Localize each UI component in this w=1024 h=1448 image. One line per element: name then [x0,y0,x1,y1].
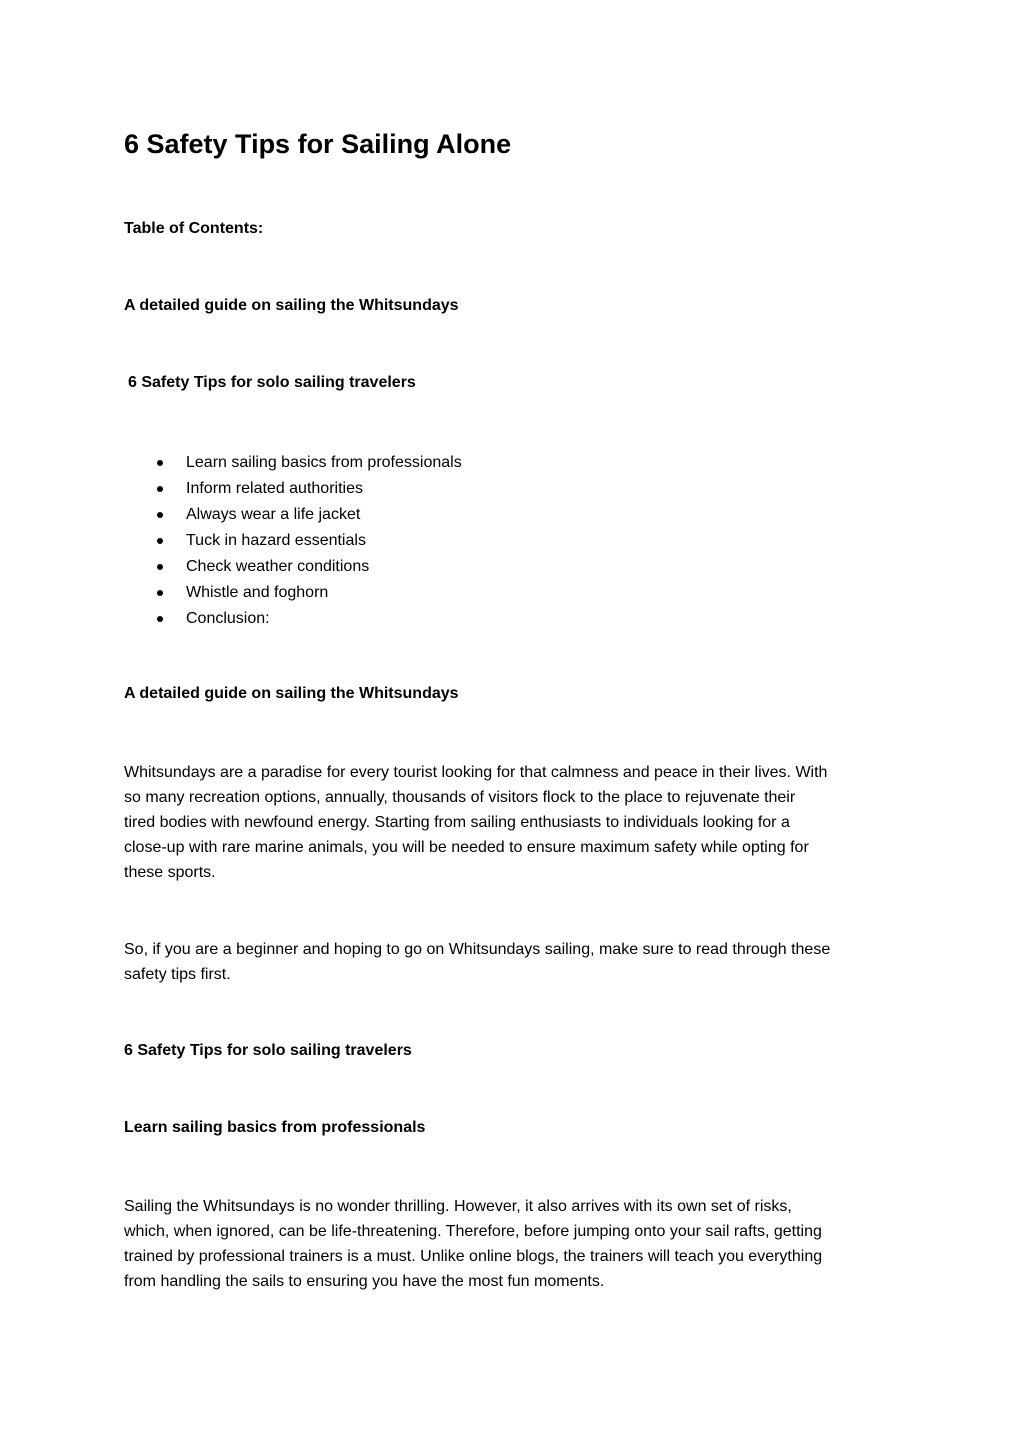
paragraph-line: Sailing the Whitsundays is no wonder thrilling. However, it also arrives with its own set of risks, [124,1198,792,1215]
toc-list-item-label: Always wear a life jacket [186,506,361,523]
bullet-dot-icon [157,564,163,570]
guide-paragraph-2 [124,937,914,987]
toc-link-tips[interactable]: 6 Safety Tips for solo sailing travelers [128,374,416,391]
toc-list-item[interactable] [155,450,462,476]
bullet-dot-icon [157,616,163,622]
toc-bullet-list [155,450,462,632]
paragraph-line: so many recreation options, annually, thousands of visitors flock to the place to rejuvenate their [124,789,796,806]
toc-list-item-label: Whistle and foghorn [186,584,329,601]
toc-list-item[interactable] [155,502,462,528]
section-heading-guide: A detailed guide on sailing the Whitsundays [124,685,459,702]
guide-paragraph-1 [124,760,914,885]
paragraph-line: these sports. [124,864,216,881]
toc-list-item[interactable] [155,580,462,606]
toc-list-item-label: Learn sailing basics from professionals [186,454,462,471]
paragraph-line: Whitsundays are a paradise for every tourist looking for that calmness and peace in their lives. With [124,764,828,781]
paragraph-line: which, when ignored, can be life-threatening. Therefore, before jumping onto your sail rafts, getting [124,1223,822,1240]
paragraph-line: safety tips first. [124,966,231,983]
toc-list-item-label: Conclusion: [186,610,270,627]
paragraph-line: close-up with rare marine animals, you will be needed to ensure maximum safety while opting for [124,839,809,856]
paragraph-line: trained by professional trainers is a must. Unlike online blogs, the trainers will teach you everything [124,1248,823,1265]
toc-list-item[interactable] [155,606,462,632]
paragraph-line: So, if you are a beginner and hoping to go on Whitsundays sailing, make sure to read through these [124,941,831,958]
document-title: 6 Safety Tips for Sailing Alone [124,129,512,159]
paragraph-line: tired bodies with newfound energy. Starting from sailing enthusiasts to individuals looking for a [124,814,790,831]
bullet-dot-icon [157,486,163,492]
section-heading-learn: Learn sailing basics from professionals [124,1119,426,1136]
paragraph-line: from handling the sails to ensuring you have the most fun moments. [124,1273,605,1290]
bullet-dot-icon [157,590,163,596]
toc-list-item[interactable] [155,554,462,580]
toc-list-item-label: Inform related authorities [186,480,363,497]
toc-list-item[interactable] [155,476,462,502]
section-heading-tips: 6 Safety Tips for solo sailing travelers [124,1042,412,1059]
bullet-dot-icon [157,538,163,544]
toc-list-item-label: Check weather conditions [186,558,370,575]
toc-heading: Table of Contents: [124,220,264,237]
toc-link-guide[interactable]: A detailed guide on sailing the Whitsundays [124,297,459,314]
toc-list-item[interactable] [155,528,462,554]
bullet-dot-icon [157,460,163,466]
toc-list-item-label: Tuck in hazard essentials [186,532,366,549]
bullet-dot-icon [157,512,163,518]
learn-paragraph [124,1194,914,1294]
